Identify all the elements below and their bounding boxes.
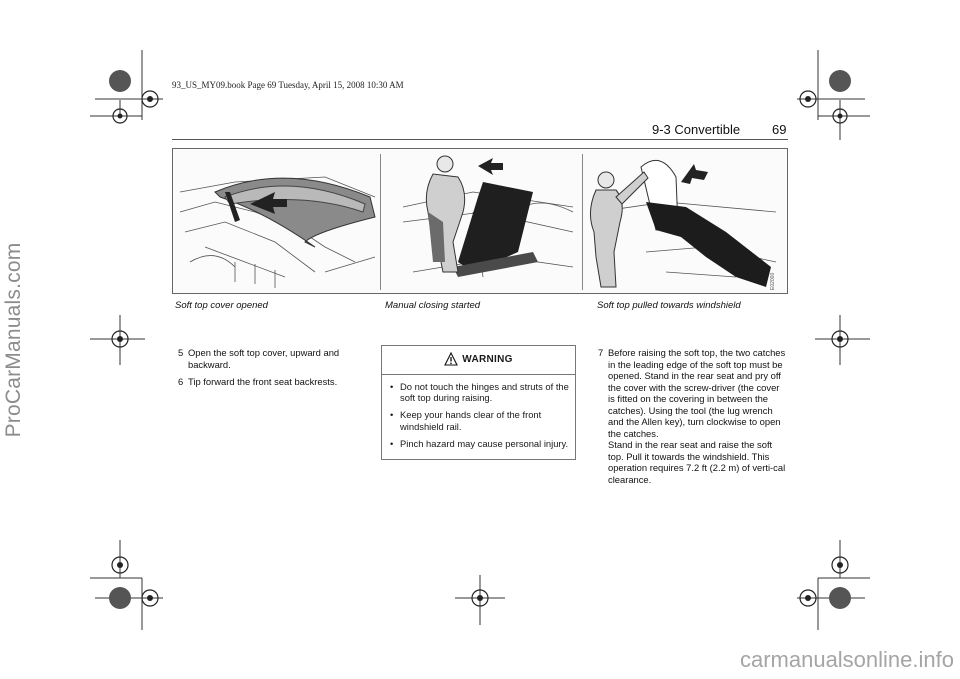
- figure-divider-1: [380, 154, 381, 290]
- illustration-soft-top-cover: [175, 152, 380, 292]
- print-info-line: 93_US_MY09.book Page 69 Tuesday, April 15, 2008 10:30 AM: [172, 80, 404, 90]
- side-watermark: ProCarManuals.com: [2, 242, 25, 438]
- bullet: •: [390, 437, 394, 449]
- right-steps: [598, 347, 788, 491]
- warning-item-text: Keep your hands clear of the front windshield rail.: [400, 409, 542, 432]
- warning-list: [390, 381, 570, 455]
- warning-item-text: Do not touch the hinges and struts of the soft top during raising.: [400, 381, 569, 404]
- warning-header: [382, 346, 575, 372]
- header-rule: [172, 139, 788, 140]
- header-title: 9-3 Convertible: [652, 122, 741, 137]
- step-7: [598, 347, 788, 485]
- warning-item: [390, 438, 570, 449]
- step-6: [178, 376, 356, 388]
- warning-box: [381, 345, 576, 460]
- step-5: [178, 347, 356, 370]
- warning-rule: [382, 374, 575, 375]
- step-text: [608, 347, 788, 485]
- warning-item-text: Pinch hazard may cause personal injury.: [400, 437, 569, 449]
- caption-manual-closing: Manual closing started: [385, 300, 481, 311]
- illustration-soft-top-pulled: [586, 152, 784, 292]
- bullet: •: [390, 409, 394, 421]
- illustration-manual-closing: [383, 152, 581, 292]
- warning-item: [390, 409, 570, 431]
- warning-title: WARNING: [462, 353, 513, 365]
- warning-triangle-icon: [444, 352, 458, 366]
- step-text: Open the soft top cover, upward and backward.: [188, 347, 340, 370]
- bullet: •: [390, 381, 394, 392]
- bottom-watermark: carmanualsonline.info: [739, 647, 954, 672]
- step-number: 7: [598, 347, 604, 358]
- step-text: Tip forward the front seat backrests.: [188, 376, 338, 387]
- page-number: 69: [772, 122, 787, 137]
- caption-soft-top-cover: Soft top cover opened: [175, 300, 268, 311]
- step-paragraph: Before raising the soft top, the two catches in the leading edge of the soft top must be opened. Stand in the rear seat and pry off the cover with the screw-driver (the cover is fitted on the covering in between the catches). Using the tool (the lug wrench and the Allen key), turn clockwise to open the catches.: [608, 347, 786, 439]
- step-number: 5: [178, 347, 184, 358]
- caption-soft-top-pulled: Soft top pulled towards windshield: [597, 300, 741, 311]
- figure-divider-2: [582, 154, 583, 290]
- figure-code: E02000: [770, 272, 776, 290]
- step-number: 6: [178, 376, 184, 387]
- left-steps: [178, 347, 356, 394]
- step-paragraph: Stand in the rear seat and raise the soft top. Pull it towards the windshield. This operation requires 7.2 ft (2.2 m) of verti-cal clearance.: [608, 439, 786, 485]
- warning-item: [390, 381, 570, 403]
